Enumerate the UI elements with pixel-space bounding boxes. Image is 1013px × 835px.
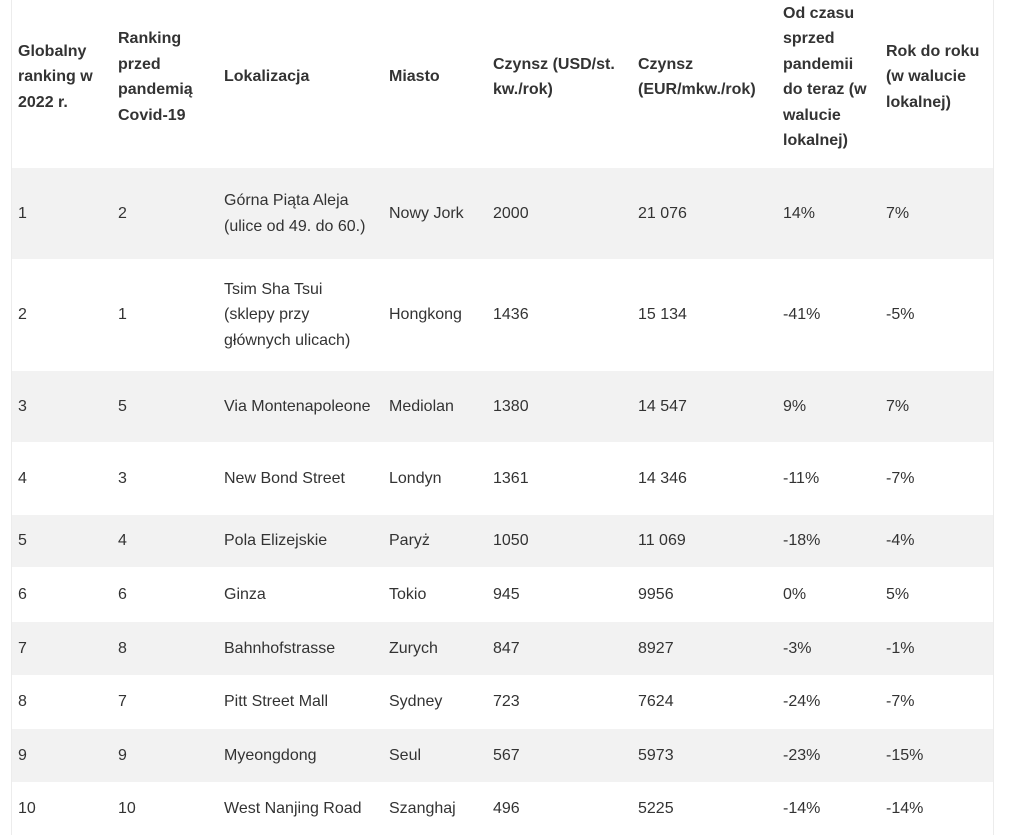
- cell-location: Via Montenapoleone: [224, 397, 371, 415]
- cell-change-since-pandemic: 14%: [783, 204, 816, 222]
- cell-rent-usd: 1380: [493, 397, 529, 415]
- cell-location: New Bond Street: [224, 469, 345, 487]
- cell-global-ranking: 5: [18, 532, 27, 550]
- header-pre-pandemic-ranking: Ranking przed pandemią Covid-19: [118, 30, 193, 124]
- cell-change-since-pandemic: 0%: [783, 585, 807, 603]
- cell-city: Sydney: [389, 693, 443, 711]
- cell-global-ranking: 1: [18, 204, 27, 222]
- cell-global-ranking: 8: [18, 693, 27, 711]
- cell-change-since-pandemic: -41%: [783, 306, 821, 324]
- header-year-over-year: Rok do roku (w walucie lokalnej): [886, 42, 980, 111]
- table-row: [12, 729, 993, 782]
- cell-global-ranking: 6: [18, 585, 27, 603]
- cell-location: Górna Piąta Aleja (ulice od 49. do 60.): [224, 192, 366, 235]
- cell-year-over-year: -15%: [886, 746, 924, 764]
- cell-rent-eur: 15 134: [638, 306, 687, 324]
- cell-year-over-year: -7%: [886, 693, 915, 711]
- cell-city: Paryż: [389, 532, 430, 550]
- cell-location: Pitt Street Mall: [224, 693, 329, 711]
- table-row: [12, 442, 993, 515]
- cell-rent-eur: 21 076: [638, 204, 687, 222]
- table-row: [12, 515, 993, 567]
- cell-year-over-year: 7%: [886, 397, 910, 415]
- cell-rent-usd: 2000: [493, 204, 529, 222]
- cell-change-since-pandemic: 9%: [783, 397, 807, 415]
- cell-location: Tsim Sha Tsui (sklepy przy głównych ulicach): [224, 280, 351, 349]
- cell-rent-usd: 945: [493, 585, 520, 603]
- cell-city: Zurych: [389, 639, 438, 657]
- cell-change-since-pandemic: -3%: [783, 639, 812, 657]
- cell-year-over-year: -5%: [886, 306, 915, 324]
- cell-rent-usd: 496: [493, 799, 520, 817]
- header-row: [12, 0, 993, 168]
- header-city: Miasto: [389, 68, 440, 86]
- cell-city: Szanghaj: [389, 799, 456, 817]
- cell-location: Pola Elizejskie: [224, 532, 328, 550]
- cell-pre-pandemic-ranking: 6: [118, 585, 127, 603]
- cell-year-over-year: -4%: [886, 532, 915, 550]
- cell-year-over-year: -14%: [886, 799, 924, 817]
- cell-year-over-year: -7%: [886, 469, 915, 487]
- header-location: Lokalizacja: [224, 68, 310, 86]
- cell-city: Londyn: [389, 469, 442, 487]
- cell-pre-pandemic-ranking: 10: [118, 799, 136, 817]
- cell-city: Mediolan: [389, 397, 454, 415]
- cell-rent-usd: 1436: [493, 306, 529, 324]
- cell-global-ranking: 3: [18, 397, 27, 415]
- cell-year-over-year: 7%: [886, 204, 910, 222]
- cell-rent-eur: 5225: [638, 799, 674, 817]
- cell-rent-usd: 567: [493, 746, 520, 764]
- header-global-ranking: Globalny ranking w 2022 r.: [18, 42, 93, 111]
- cell-rent-eur: 11 069: [638, 532, 686, 550]
- header-rent-usd: Czynsz (USD/st. kw./rok): [493, 55, 615, 98]
- cell-global-ranking: 2: [18, 306, 27, 324]
- cell-location: Ginza: [224, 585, 266, 603]
- table-row: [12, 371, 993, 442]
- cell-city: Nowy Jork: [389, 204, 464, 222]
- cell-rent-usd: 1361: [493, 469, 529, 487]
- cell-pre-pandemic-ranking: 1: [118, 306, 127, 324]
- cell-change-since-pandemic: -23%: [783, 746, 821, 764]
- cell-rent-eur: 7624: [638, 693, 674, 711]
- cell-rent-eur: 8927: [638, 639, 674, 657]
- table-row: [12, 675, 993, 729]
- cell-year-over-year: 5%: [886, 585, 910, 603]
- table-row: [12, 259, 993, 371]
- cell-change-since-pandemic: -24%: [783, 693, 821, 711]
- cell-rent-eur: 9956: [638, 585, 674, 603]
- cell-global-ranking: 10: [18, 799, 36, 817]
- cell-rent-eur: 14 346: [638, 469, 687, 487]
- cell-city: Seul: [389, 746, 422, 764]
- cell-city: Hongkong: [389, 306, 462, 324]
- cell-pre-pandemic-ranking: 4: [118, 532, 127, 550]
- cell-rent-usd: 847: [493, 639, 520, 657]
- cell-pre-pandemic-ranking: 5: [118, 397, 127, 415]
- cell-global-ranking: 9: [18, 746, 27, 764]
- cell-city: Tokio: [389, 585, 427, 603]
- cell-rent-eur: 5973: [638, 746, 674, 764]
- cell-global-ranking: 4: [18, 469, 27, 487]
- cell-year-over-year: -1%: [886, 639, 915, 657]
- cell-pre-pandemic-ranking: 9: [118, 746, 127, 764]
- cell-location: Myeongdong: [224, 746, 317, 764]
- header-rent-eur: Czynsz (EUR/mkw./rok): [638, 55, 756, 98]
- cell-location: West Nanjing Road: [224, 799, 362, 817]
- header-change-since-pandemic: Od czasu sprzed pandemii do teraz (w walucie lokalnej): [783, 4, 867, 149]
- cell-pre-pandemic-ranking: 3: [118, 469, 127, 487]
- rent-ranking-table: [12, 0, 993, 835]
- table-row: [12, 622, 993, 675]
- cell-pre-pandemic-ranking: 8: [118, 639, 127, 657]
- table-row: [12, 168, 993, 259]
- cell-pre-pandemic-ranking: 2: [118, 204, 127, 222]
- table-row: [12, 567, 993, 622]
- cell-change-since-pandemic: -11%: [783, 469, 820, 487]
- table-body: [12, 168, 993, 835]
- cell-change-since-pandemic: -14%: [783, 799, 821, 817]
- rent-ranking-table-container: [11, 0, 994, 835]
- cell-rent-usd: 723: [493, 693, 520, 711]
- table-row: [12, 782, 993, 835]
- cell-location: Bahnhofstrasse: [224, 639, 336, 657]
- cell-pre-pandemic-ranking: 7: [118, 693, 127, 711]
- cell-rent-eur: 14 547: [638, 397, 687, 415]
- cell-rent-usd: 1050: [493, 532, 529, 550]
- table-header: [12, 0, 993, 168]
- cell-global-ranking: 7: [18, 639, 27, 657]
- cell-change-since-pandemic: -18%: [783, 532, 821, 550]
